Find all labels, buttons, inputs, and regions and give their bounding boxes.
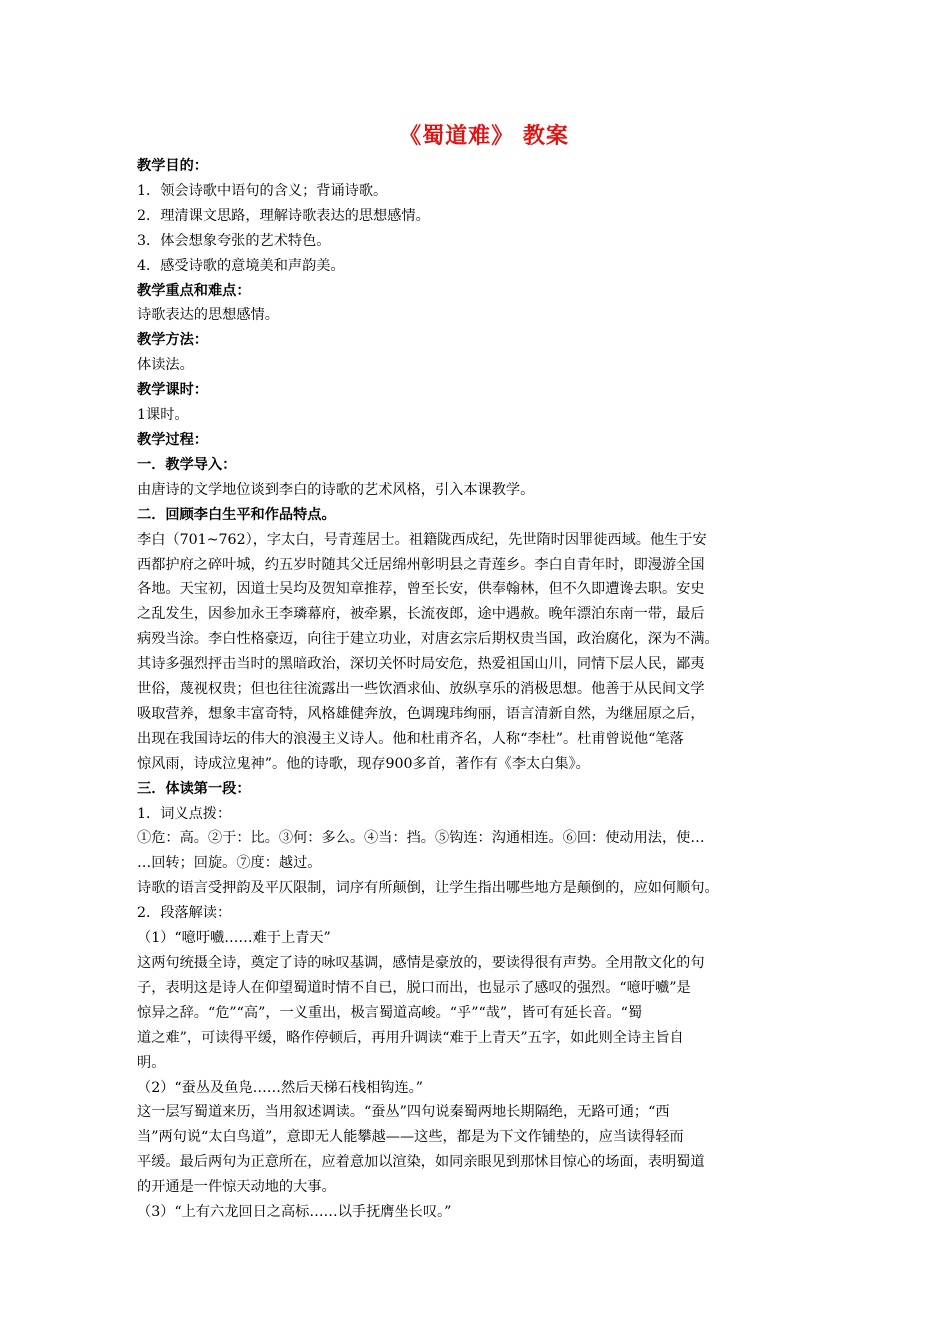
biography-line: 李白（701~762），字太白，号青莲居士。祖籍陇西成纪，先世隋时因罪徙西域。他生于安	[137, 531, 707, 548]
vocab-line: 诗歌的语言受押韵及平仄限制，词序有所颠倒，让学生指出哪些地方是颠倒的，应如何顺句。	[137, 880, 719, 897]
biography-line: 惊风雨，诗成泣鬼神”。他的诗歌，现存900多首，著作有《李太白集》。	[137, 755, 590, 772]
document-page	[137, 118, 821, 1225]
part1-line: 明。	[137, 1054, 166, 1071]
part1-line: 子，表明这是诗人在仰望蜀道时情不自已，脱口而出，也显示了感叹的强烈。“噫吁嚱”是	[137, 979, 691, 996]
section-intro-heading: 一．教学导入：	[137, 456, 237, 473]
objective-item: 1．领会诗歌中语句的含义；背诵诗歌。	[137, 182, 388, 199]
part2-line: 这一层写蜀道来历，当用叙述调读。“蚕丛”四句说秦蜀两地长期隔绝，无路可通；“西	[137, 1104, 670, 1121]
method-heading: 教学方法：	[137, 332, 208, 349]
hours-text: 1课时。	[137, 407, 189, 424]
vocab-line: ①危：高。②于：比。③何：多么。④当：挡。⑤钩连：沟通相连。⑥回：使动用法，使…	[137, 830, 705, 847]
method-text: 体读法。	[137, 357, 194, 374]
part2-line: 的开通是一件惊天动地的大事。	[137, 1179, 336, 1196]
part2-line: 平缓。最后两句为正意所在，应着意加以渲染，如同亲眼见到那怵目惊心的场面，表明蜀道	[137, 1154, 705, 1171]
biography-line: 之乱发生，因参加永王李璘幕府，被牵累，长流夜郎，途中遇赦。晚年漂泊东南一带，最后	[137, 606, 705, 623]
part1-line: 惊异之辞。“危”“高”，一义重出，极言蜀道高峻。“乎”“哉”，皆可有延长音。“蜀	[137, 1004, 643, 1021]
biography-line: 世俗，蔑视权贵；但也往往流露出一些饮酒求仙、放纵享乐的消极思想。他善于从民间文学	[137, 681, 705, 698]
part3-heading: （3）“上有六龙回日之高标……以手抚膺坐长叹。”	[137, 1204, 452, 1221]
key-points-heading: 教学重点和难点：	[137, 282, 251, 299]
biography-line: 西都护府之碎叶城，约五岁时随其父迁居绵州彰明县之青莲乡。李白自青年时，即漫游全国	[137, 556, 705, 573]
process-heading: 教学过程：	[137, 431, 208, 448]
section-reading-heading: 三．体读第一段：	[137, 780, 251, 797]
biography-line: 各地。天宝初，因道士吴均及贺知章推荐，曾至长安，供奉翰林，但不久即遭谗去职。安史	[137, 581, 705, 598]
section-intro-text: 由唐诗的文学地位谈到李白的诗歌的艺术风格，引入本课教学。	[137, 481, 535, 498]
objectives-heading: 教学目的：	[137, 158, 208, 174]
document-title: 《蜀道难》 教案	[399, 123, 569, 149]
biography-line: 出现在我国诗坛的伟大的浪漫主义诗人。他和杜甫齐名，人称“李杜”。杜甫曾说他“笔落	[137, 730, 684, 747]
objective-item: 2．理清课文思路，理解诗歌表达的思想感情。	[137, 207, 430, 224]
part1-line: 这两句统摄全诗，奠定了诗的咏叹基调，感情是豪放的，要读得很有声势。全用散文化的句	[137, 955, 705, 971]
objective-item: 4．感受诗歌的意境美和声韵美。	[137, 257, 345, 274]
objective-item: 3．体会想象夸张的艺术特色。	[137, 232, 331, 249]
part1-heading: （1）“噫吁嚱……难于上青天”	[137, 930, 331, 947]
biography-line: 其诗多强烈抨击当时的黑暗政治，深切关怀时局安危，热爱祖国山川，同情下层人民，鄙夷	[137, 656, 705, 673]
part2-heading: （2）“蚕丛及鱼凫……然后天梯石栈相钩连。”	[137, 1079, 423, 1096]
section-biography-heading: 二．回顾李白生平和作品特点。	[137, 506, 336, 523]
vocab-heading: 1．词义点拨：	[137, 805, 232, 822]
biography-line: 吸取营养，想象丰富奇特，风格雄健奔放，色调瑰玮绚丽，语言清新自然，为继屈原之后，	[137, 705, 705, 722]
paragraph-analysis-heading: 2．段落解读：	[137, 905, 232, 922]
vocab-line: …回转；回旋。⑦度：越过。	[137, 855, 322, 872]
biography-line: 病殁当涂。李白性格豪迈，向往于建立功业，对唐玄宗后期权贵当国，政治腐化，深为不满。	[137, 631, 719, 648]
key-points-text: 诗歌表达的思想感情。	[137, 307, 279, 324]
part1-line: 道之难”，可读得平缓，略作停顿后，再用升调读“难于上青天”五字，如此则全诗主旨自	[137, 1029, 684, 1046]
part2-line: 当”两句说“太白鸟道”，意即无人能攀越——这些，都是为下文作铺垫的，应当读得轻而	[137, 1129, 684, 1146]
hours-heading: 教学课时：	[137, 382, 208, 399]
